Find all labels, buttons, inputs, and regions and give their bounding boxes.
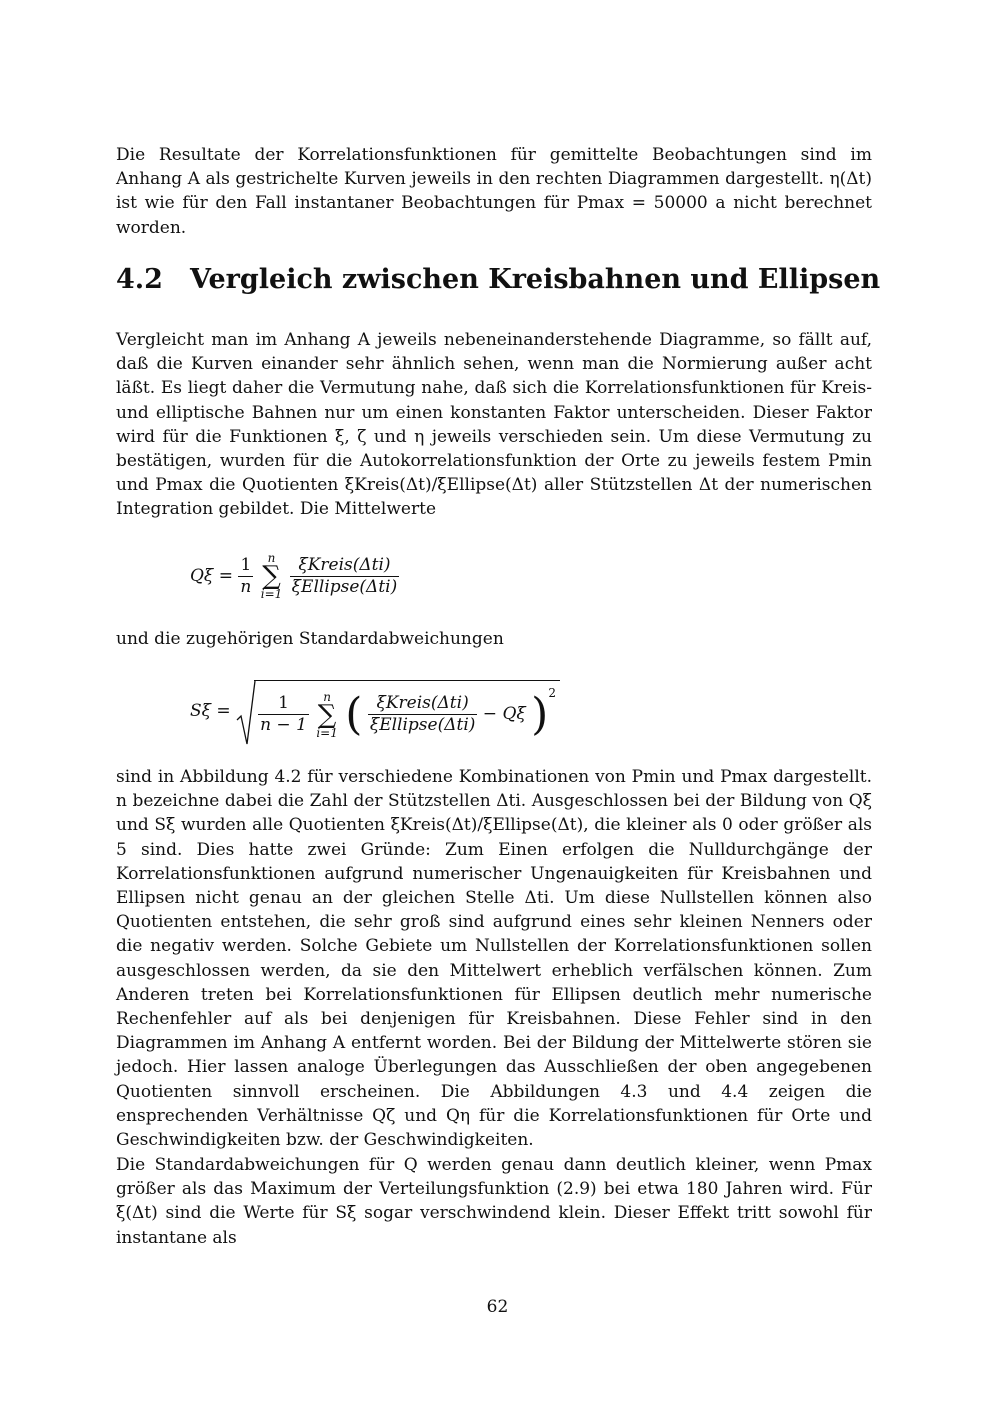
formula-s-lhs: Sξ xyxy=(190,700,212,721)
formula-q-eq: = xyxy=(218,565,233,586)
formula-s-prefactor-den: n − 1 xyxy=(260,715,307,735)
formula-s-q: Qξ xyxy=(502,704,526,724)
left-paren: ( xyxy=(345,688,363,740)
formula-s-sum xyxy=(316,691,338,739)
formula-s-minus: − xyxy=(482,704,498,724)
formula-s-ratio-num: ξKreis(Δti) xyxy=(376,693,469,713)
formula-standard-deviation xyxy=(190,680,560,743)
formula-s-ratio-den: ξEllipse(Δti) xyxy=(369,715,476,735)
formula-q-sum xyxy=(261,552,283,600)
paragraph-std-intro: und die zugehörigen Standardabweichungen xyxy=(116,629,504,649)
section-title: Vergleich zwischen Kreisbahnen und Ellipsen xyxy=(190,264,881,295)
formula-q-prefactor-den: n xyxy=(240,576,252,597)
sqrt-sign xyxy=(236,680,560,743)
formula-s-prefactor-num: 1 xyxy=(278,693,289,713)
paragraph-results: Die Resultate der Korrelationsfunktionen für gemittelte Beobachtungen sind im Anhang A als gestrichelte Kurven jeweils in den rechten Diagrammen dargestellt. η(Δt) ist wie für den Fall instantaner Beobachtungen für Pmax = 50000 a nicht berechnet worden. xyxy=(116,145,872,238)
sum-symbol: ∑ xyxy=(262,561,281,591)
formula-q-ratio xyxy=(290,554,400,597)
page-number: 62 xyxy=(486,1297,509,1317)
formula-q-prefactor xyxy=(238,554,253,597)
formula-q-prefactor-num: 1 xyxy=(240,554,252,575)
sqrt-radicand xyxy=(254,680,560,743)
section-number: 4.2 xyxy=(116,264,163,295)
sqrt-radical-icon xyxy=(236,680,256,746)
formula-q-sum-top: n xyxy=(267,551,276,565)
section-heading xyxy=(116,262,880,298)
formula-s-prefactor xyxy=(258,695,309,734)
formula-mean-quotient xyxy=(190,552,399,600)
formula-q-ratio-den: ξEllipse(Δti) xyxy=(291,576,398,597)
paragraph-discussion: sind in Abbildung 4.2 für verschiedene Kombinationen von Pmin und Pmax dargestellt. n bezeichne dabei die Zahl der Stützstellen Δti. Ausgeschlossen bei der Bildung von Qξ und Sξ wurden alle Quotienten ξKreis(Δt)/ξEllipse(Δt), die kleiner als 0 oder größer als 5 sind. Dies hatte zwei Gründe: Zum Einen erfolgen die Nulldurchgänge der Korrelationsfunktionen aufgrund numerischer Ungenauigkeiten für Kreisbahnen und Ellipsen nicht genau an der gleichen Stelle Δti. Um diese Nullstellen können also Quotienten entstehen, die sehr groß sind aufgrund eines sehr kleinen Nenners oder die negativ werden. Solche Gebiete um Nullstellen der Korrelationsfunktionen sollen ausgeschlossen werden, da sie den Mittelwert erheblich verfälschen können. Zum Anderen treten bei Korrelationsfunktionen für Ellipsen deutlich mehr numerische Rechenfehler auf als bei denjenigen für Kreisbahnen. Diese Fehler sind in den Diagrammen im Anhang A entfernt worden. Bei der Bildung der Mittelwerte stören sie jedoch. Hier lassen analoge Überlegungen das Ausschließen der oben angegebenen Quotienten sinnvoll erscheinen. Die Abbildungen 4.3 und 4.4 zeigen die ensprechenden Verhältnisse Qζ und Qη für die Korrelationsfunktionen für Orte und Geschwindigkeiten bzw. der Geschwindigkeiten. xyxy=(116,767,872,1151)
formula-q-lhs: Qξ xyxy=(190,565,214,586)
formula-s-sum-top: n xyxy=(323,689,331,704)
right-paren: ) xyxy=(531,688,549,740)
formula-s-exponent: 2 xyxy=(548,686,556,700)
paragraph-conclusion: Die Standardabweichungen für Q werden genau dann deutlich kleiner, wenn Pmax größer als das Maximum der Verteilungsfunktion (2.9) bei etwa 180 Jahren wird. Für ξ(Δt) sind die Werte für Sξ sogar verschwindend klein. Dieser Effekt tritt sowohl für instantane als xyxy=(116,1155,872,1248)
formula-q-sum-bot: i=1 xyxy=(260,587,283,601)
formula-s-ratio xyxy=(368,695,478,734)
paragraph-comparison: Vergleicht man im Anhang A jeweils nebeneinanderstehende Diagramme, so fällt auf, daß die Kurven einander sehr ähnlich sehen, wenn man die Normierung außer acht läßt. Es liegt daher die Vermutung nahe, daß sich die Korrelationsfunktionen für Kreis- und elliptische Bahnen nur um einen konstanten Faktor unterscheiden. Dieser Faktor wird für die Funktionen ξ, ζ und η jeweils verschieden sein. Um diese Vermutung zu bestätigen, wurden für die Autokorrelationsfunktion der Orte zu jeweils festem Pmin und Pmax die Quotienten ξKreis(Δt)/ξEllipse(Δt) aller Stützstellen Δt der numerischen Integration gebildet. Die Mittelwerte xyxy=(116,330,872,520)
formula-s-eq: = xyxy=(216,700,231,721)
formula-s-sum-bot: i=1 xyxy=(316,725,338,740)
formula-q-ratio-num: ξKreis(Δti) xyxy=(298,554,391,575)
sum-symbol: ∑ xyxy=(317,699,337,730)
